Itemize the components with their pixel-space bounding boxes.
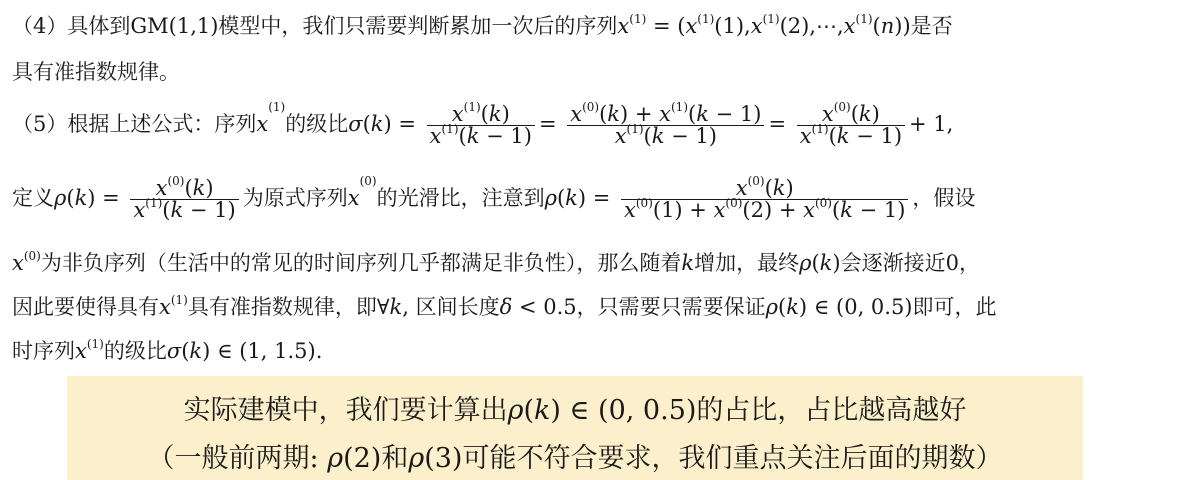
para5-definition: 定义ρ(k) = $\frac{x^{(0)}(k)}{x^{(1)}(k - 1)}$ 为原式序列$x^{(0)}$的光滑比，注意到ρ(k) = $\frac{x^{(0)}(k)}{x^{(0)}(1) + x^{(0)}(2) + x^{(0)}(k - 1)}$ ，假设 [12, 174, 976, 222]
para5-line1: （5）根据上述公式：序列$x^{(1)}$的级比σ(k) = $\frac{x^{(1)}(k)}{x^{(1)}(k - 1)}$ = $\frac{x^{(0)}(k) + x^{(1)}(k - 1)}{x^{(1)}(k - 1)}$ = $\frac{x^{(0)}(k)}{x^{(1)}(k - 1)}$ + 1, [12, 100, 954, 148]
highlight-box [67, 376, 1083, 480]
smooth-ratio-expanded: $\frac{x^{(0)}(k)}{x^{(0)}(1) + x^{(0)}(2) + x^{(0)}(k - 1)}$ [621, 178, 908, 221]
highlight-line1: 实际建模中，我们要计算出ρ(k) ∈ (0, 0.5)的占比，占比越高越好 [183, 395, 967, 426]
smooth-ratio-fraction: $\frac{x^{(0)}(k)}{x^{(1)}(k - 1)}$ [130, 178, 238, 221]
highlight-line2: （一般前两期: ρ(2)和ρ(3)可能不符合要求，我们重点关注后面的期数） [147, 443, 1003, 474]
sequence-formula: $x^{(1)}$ = $(x^{(1)}(1),x^{(1)}(2),\cdots,x^{(1)}(n))$ [617, 12, 911, 38]
para4-line1: （4）具体到GM(1,1)模型中，我们只需要判断累加一次后的序列$x^{(1)}$ = $(x^{(1)}(1),x^{(1)}(2),\cdots,x^{(1)}(n))$是否 [12, 12, 953, 38]
ratio-fraction-1: $\frac{x^{(1)}(k)}{x^{(1)}(k - 1)}$ [427, 104, 535, 147]
para5-line5: 时序列$x^{(1)}$的级比σ(k) ∈ (1, 1.5). [12, 337, 323, 363]
para4-line2: 具有准指数规律。 [12, 60, 180, 84]
para5-line4: 因此要使得具有$x^{(1)}$具有准指数规律，即∀k, 区间长度δ < 0.5，只需要只需要保证ρ(k) ∈ (0, 0.5)即可，此 [12, 293, 997, 319]
ratio-fraction-2: $\frac{x^{(0)}(k) + x^{(1)}(k - 1)}{x^{(1)}(k - 1)}$ [567, 104, 764, 147]
para5-line3: $x^{(0)}$为非负序列（生活中的常见的时间序列几乎都满足非负性），那么随着k增加，最终ρ(k)会逐渐接近0， [12, 249, 980, 275]
ratio-fraction-3: $\frac{x^{(0)}(k)}{x^{(1)}(k - 1)}$ [797, 104, 905, 147]
